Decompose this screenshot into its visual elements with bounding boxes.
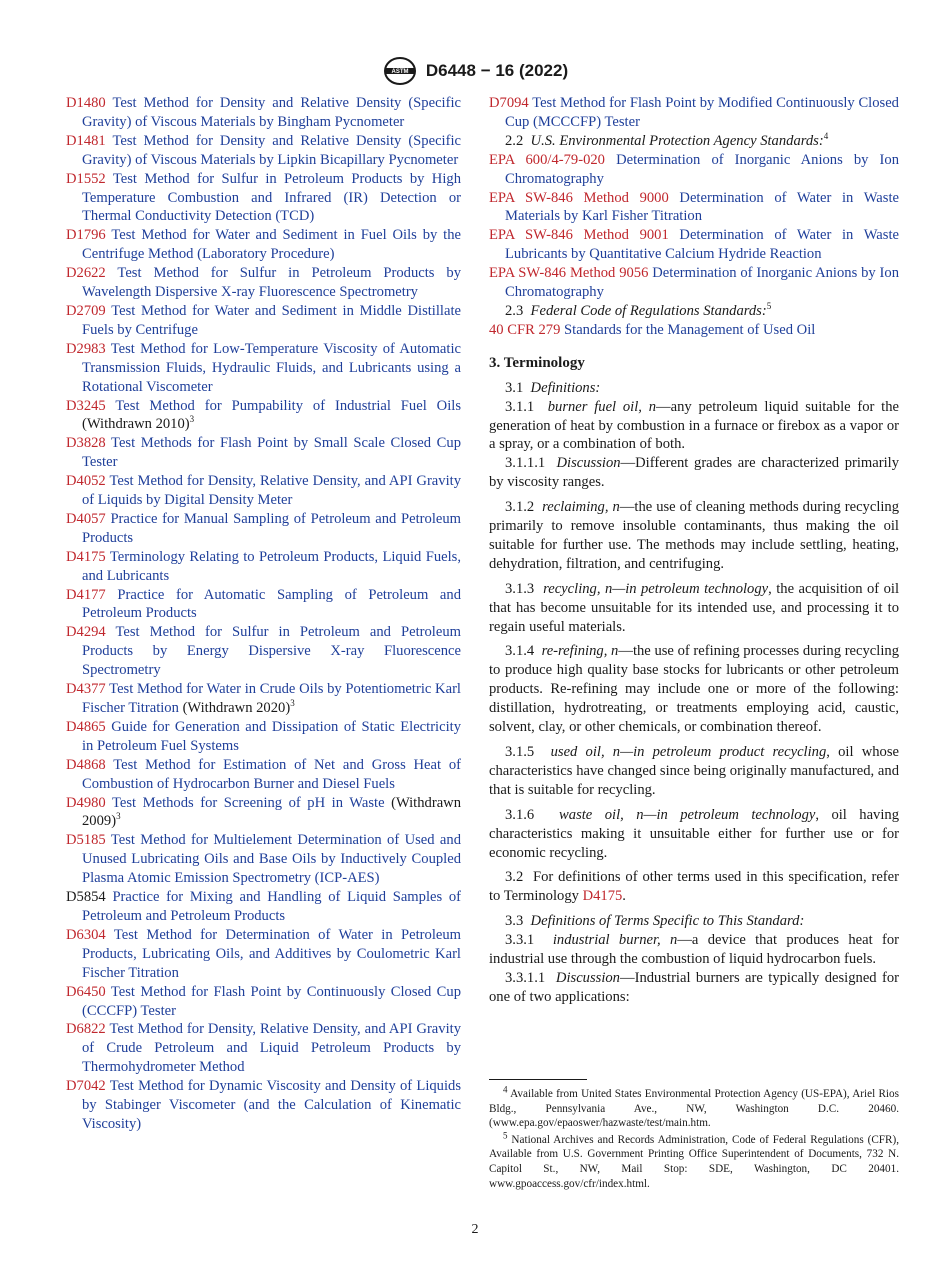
- reference-item: [66, 623, 461, 680]
- reference-code[interactable]: D2983: [66, 340, 106, 357]
- reference-title[interactable]: Test Method for Flash Point by Continuously Closed Cup (CCCFP) Tester: [82, 983, 461, 1019]
- reference-title[interactable]: Test Method for Pumpability of Industrial Fuel Oils: [115, 397, 461, 414]
- reference-item: [66, 548, 461, 586]
- footnote-5: $^5$ National Archives and Records Administration, Code of Federal Regulations (CFR), Available from U.S. Government Printing Office Superintendent of Documents, 732 N. Capitol St., NW, Mail Stop: SDE, Washington, DC 20401. www.gpoaccess.gov/cfr/index.html.: [489, 1130, 899, 1190]
- terminology-link[interactable]: D4175: [582, 888, 623, 905]
- astm-logo-icon: [382, 56, 418, 86]
- reference-item: [66, 226, 461, 264]
- reference-item: [66, 397, 461, 435]
- reference-code[interactable]: D6450: [66, 983, 106, 1000]
- reference-item: [66, 680, 461, 718]
- reference-item: EPA SW-846 Method 9056 Determination of Inorganic Anions by Ion Chromatography: [489, 265, 899, 301]
- reference-item: [66, 718, 461, 756]
- reference-item: [66, 472, 461, 510]
- reference-code[interactable]: D4057: [66, 510, 106, 527]
- reference-title[interactable]: Test Method for Sulfur in Petroleum and Petroleum Products by Energy Dispersive X-ray Fluorescence Spectrometry: [82, 624, 461, 679]
- reference-code[interactable]: D2622: [66, 265, 106, 282]
- para-3-1-4: 3.1.4 re-refining, n—the use of refining processes during recycling to produce high quality base stocks for lubricants or other petroleum products. Re-refining may include one or more of the following: distillation, hydrotreating, or treatments employing acid, caustic, solvent, clay, or other chemicals, or combination thereof.: [489, 643, 899, 736]
- reference-item: [66, 510, 461, 548]
- reference-code[interactable]: D4052: [66, 473, 106, 490]
- page-number: 2: [471, 1222, 479, 1237]
- reference-item: [66, 302, 461, 340]
- reference-item: [66, 132, 461, 170]
- reference-title[interactable]: Practice for Mixing and Handling of Liquid Samples of Petroleum and Petroleum Products: [82, 889, 461, 924]
- reference-item: [66, 586, 461, 624]
- reference-title[interactable]: Test Method for Low-Temperature Viscosity of Automatic Transmission Fluids, Hydraulic Fluids, and Lubricants using a Rotational Viscometer: [82, 340, 461, 395]
- reference-item: [66, 831, 461, 888]
- reference-item: [66, 434, 461, 472]
- reference-title[interactable]: Test Method for Density and Relative Density (Specific Gravity) of Viscous Materials by Lipkin Bicapillary Pycnometer: [82, 132, 461, 168]
- reference-title[interactable]: Test Method for Density, Relative Density, and API Gravity of Liquids by Digital Density Meter: [82, 473, 461, 509]
- reference-item: [66, 794, 461, 832]
- para-3-1-2: 3.1.2 reclaiming, n—the use of cleaning methods during recycling primarily to remove insoluble contaminants, thus making the oil suitable for further use. The methods may include settling, heating, dehydration, filtration, and centrifuging.: [489, 499, 900, 572]
- reference-title[interactable]: Test Method for Multielement Determination of Used and Unused Lubricating Oils and Base Oils by Inductively Coupled Plasma Atomic Emission Spectrometry (ICP-AES): [82, 832, 461, 887]
- withdrawn-note: (Withdrawn 2009): [82, 794, 462, 830]
- reference-code[interactable]: D4175: [66, 548, 106, 565]
- reference-item: [66, 888, 461, 926]
- reference-code[interactable]: D3245: [66, 397, 106, 414]
- reference-code[interactable]: D1552: [66, 170, 106, 187]
- footnote-mark: 3: [290, 698, 295, 709]
- para-3-1-1-1: 3.1.1.1 Discussion—Different grades are characterized primarily by viscosity ranges.: [489, 455, 899, 491]
- reference-item: [66, 170, 461, 227]
- reference-title[interactable]: Test Method for Density, Relative Density, and API Gravity of Crude Petroleum and Liquid Petroleum Products by Thermohydrometer Method: [82, 1021, 461, 1076]
- reference-item: [66, 756, 461, 794]
- reference-title[interactable]: Terminology Relating to Petroleum Products, Liquid Fuels, and Lubricants: [82, 548, 462, 584]
- para-3-1-6: 3.1.6 waste oil, n—in petroleum technology, oil having characteristics making it unsuitable either for further use or for economic recycling.: [489, 806, 899, 861]
- para-3-1-1: 3.1.1 burner fuel oil, n—any petroleum liquid suitable for the generation of heat by combustion in a furnace or firebox as a vapor or a spray, or a combination of both.: [489, 398, 899, 453]
- footnotes: [489, 1084, 899, 1193]
- footnote-mark: 3: [116, 811, 121, 822]
- section-heading-terminology: 3. Terminology: [489, 354, 585, 371]
- reference-item: [66, 264, 461, 302]
- withdrawn-note: (Withdrawn 2020): [182, 700, 291, 716]
- reference-item: [66, 94, 461, 132]
- reference-item: EPA SW-846 Method 9000 Determination of Water in Waste Materials by Karl Fisher Titration: [489, 189, 899, 225]
- reference-code[interactable]: D1481: [66, 132, 106, 149]
- para-3-3-1: 3.3.1 industrial burner, n—a device that produces heat for industrial use through the combustion of liquid hydrocarbon fuels.: [489, 932, 899, 968]
- reference-code[interactable]: D7094: [489, 95, 529, 111]
- reference-code[interactable]: D5185: [66, 832, 106, 849]
- para-3-1-3: 3.1.3 recycling, n—in petroleum technology, the acquisition of oil that has become unsuitable for its intended use, and processing it to regain useful materials.: [489, 580, 899, 635]
- reference-title[interactable]: Test Method for Water in Crude Oils by Potentiometric Karl Fischer Titration: [82, 681, 461, 716]
- reference-item: [66, 983, 461, 1021]
- reference-code[interactable]: D4377: [66, 681, 106, 698]
- reference-code[interactable]: D6304: [66, 926, 106, 943]
- reference-code[interactable]: D4294: [66, 624, 106, 641]
- reference-code: D5854: [66, 889, 106, 906]
- reference-title[interactable]: Test Methods for Flash Point by Small Scale Closed Cup Tester: [82, 435, 461, 471]
- reference-code[interactable]: D1796: [66, 227, 106, 244]
- para-3-3: 3.3 Definitions of Terms Specific to This Standard:: [505, 913, 805, 930]
- section-2-3: 2.3 Federal Code of Regulations Standards:$^5$: [505, 301, 772, 319]
- footnote-4: $^4$ Available from United States Environmental Protection Agency (US-EPA), Ariel Rios Bldg., Pennsylvania Ave., NW, Washington D.C. 20460. (www.epa.gov/epaoswer/hazwaste/test/main.htm.: [489, 1084, 899, 1130]
- reference-code[interactable]: D7042: [66, 1078, 106, 1095]
- reference-title[interactable]: Test Method for Dynamic Viscosity and Density of Liquids by Stabinger Viscometer (and the Calculation of Kinematic Viscosity): [82, 1078, 461, 1132]
- footnote-rule: [489, 1079, 587, 1080]
- right-column: [489, 94, 899, 1007]
- reference-title[interactable]: Test Method for Estimation of Net and Gross Heat of Combustion of Hydrocarbon Burner and Diesel Fuels: [82, 756, 461, 792]
- reference-item: EPA SW-846 Method 9001 Determination of Water in Waste Lubricants by Quantitative Calcium Hydride Reaction: [489, 227, 899, 263]
- reference-item: [66, 340, 461, 397]
- reference-title[interactable]: Test Method for Density and Relative Density (Specific Gravity) of Viscous Materials by Bingham Pycnometer: [82, 95, 461, 130]
- footnote-mark: 3: [189, 414, 195, 425]
- reference-title[interactable]: Test Method for Water and Sediment in Middle Distillate Fuels by Centrifuge: [82, 302, 461, 338]
- reference-title[interactable]: Guide for Generation and Dissipation of Static Electricity in Petroleum Fuel Systems: [82, 718, 461, 754]
- reference-title[interactable]: Test Method for Determination of Water in Petroleum Products, Lubricating Oils, and Additives by Coulometric Karl Fischer Titration: [82, 926, 462, 981]
- reference-code[interactable]: D4177: [66, 586, 106, 603]
- left-column: [66, 94, 461, 1134]
- reference-item: EPA 600/4-79-020 Determination of Inorganic Anions by Ion Chromatography: [489, 151, 899, 187]
- reference-code[interactable]: D4868: [66, 756, 106, 773]
- reference-code[interactable]: D1480: [66, 95, 106, 111]
- page-header: [0, 56, 950, 86]
- svg-text:ASTM: ASTM: [391, 69, 409, 75]
- section-2-2: 2.2 U.S. Environmental Protection Agency Standards:$^4$: [505, 130, 829, 149]
- document-id: D6448 − 16 (2022): [425, 61, 569, 80]
- reference-title[interactable]: Test Methods for Screening of pH in Waste: [112, 794, 385, 811]
- reference-item: 40 CFR 279 Standards for the Management of Used Oil: [489, 321, 816, 338]
- para-3-3-1-1: 3.3.1.1 Discussion—Industrial burners are typically designed for one of two applications:: [489, 969, 899, 1005]
- reference-code[interactable]: D3828: [66, 435, 106, 452]
- reference-code[interactable]: D2709: [66, 302, 106, 319]
- reference-title[interactable]: Practice for Automatic Sampling of Petroleum and Petroleum Products: [82, 586, 462, 622]
- reference-title[interactable]: Test Method for Flash Point by Modified Continuously Closed Cup (MCCCFP) Tester: [505, 95, 899, 130]
- reference-item: [66, 1020, 461, 1077]
- reference-item: [66, 1077, 461, 1134]
- reference-code[interactable]: D4865: [66, 718, 106, 735]
- para-3-2: 3.2 For definitions of other terms used in this specification, refer to Terminology D4175.: [489, 869, 900, 905]
- reference-code[interactable]: D4980: [66, 794, 106, 811]
- withdrawn-note: (Withdrawn 2010): [82, 416, 190, 433]
- para-3-1: 3.1 Definitions:: [505, 379, 601, 396]
- reference-title[interactable]: Test Method for Water and Sediment in Fuel Oils by the Centrifuge Method (Laboratory Procedure): [82, 227, 461, 263]
- reference-item: [66, 926, 461, 983]
- reference-title[interactable]: Practice for Manual Sampling of Petroleum and Petroleum Products: [82, 510, 461, 546]
- reference-title[interactable]: Test Method for Sulfur in Petroleum Products by Wavelength Dispersive X-ray Fluorescence Spectrometry: [82, 265, 461, 301]
- reference-title[interactable]: Test Method for Sulfur in Petroleum Products by High Temperature Combustion and Infrared (IR) Detection or Thermal Conductivity Detection (TCD): [82, 170, 461, 225]
- reference-code[interactable]: D6822: [66, 1021, 106, 1038]
- para-3-1-5: 3.1.5 used oil, n—in petroleum product recycling, oil whose characteristics have changed since being originally manufactured, and that is suitable for recycling.: [489, 744, 899, 798]
- reference-item: [489, 94, 899, 132]
